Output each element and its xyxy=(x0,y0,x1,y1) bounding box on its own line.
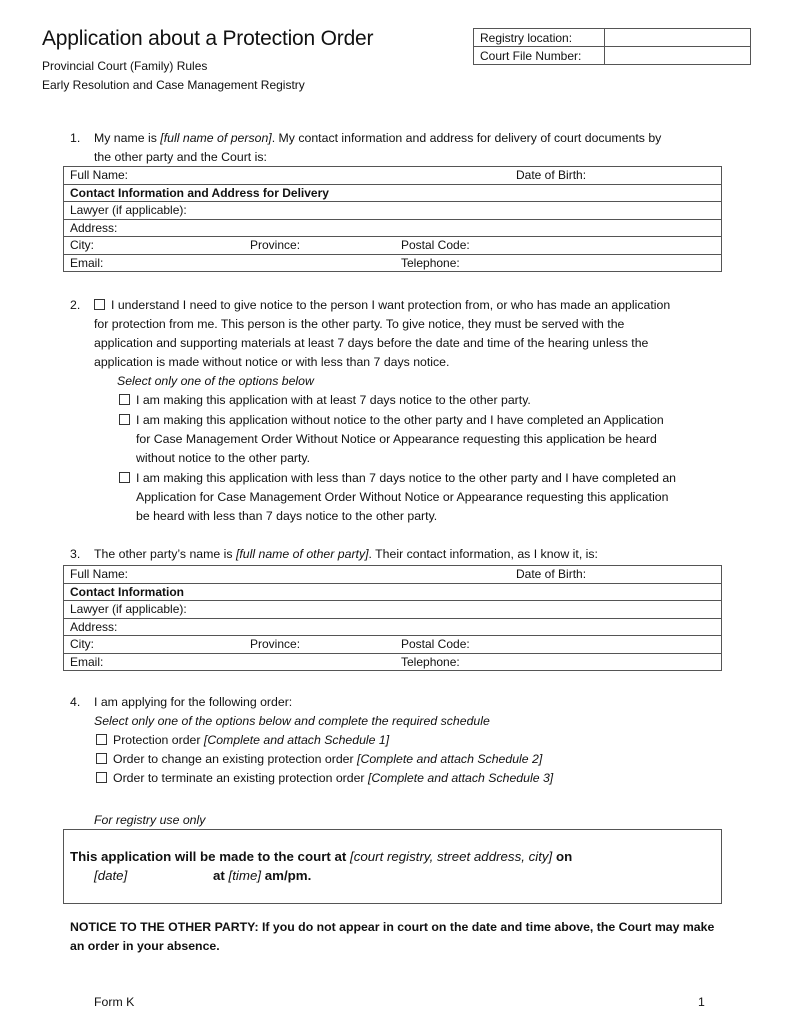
telephone-label: Telephone: xyxy=(401,255,460,270)
notice-option-2-text-2: for Case Management Order Without Notice or Appearance requesting this application be heard xyxy=(136,432,657,446)
section-3-text xyxy=(94,545,598,564)
order-option-terminate[interactable] xyxy=(94,769,553,788)
section-1-text-b: . My contact information and address for delivery of court documents by xyxy=(271,131,662,145)
hearing-text-b: on xyxy=(552,849,573,864)
other-party-contact-table xyxy=(63,565,722,671)
section-2-instruction: Select only one of the options below xyxy=(117,374,314,388)
section-2 xyxy=(94,296,670,372)
address-row[interactable]: Address: xyxy=(64,219,722,237)
notice-option-2-text-1: I am making this application without notice to the other party and I have completed an Application xyxy=(136,413,664,427)
other-party-name-placeholder[interactable]: [full name of other party] xyxy=(235,547,369,561)
form-label: Form K xyxy=(94,995,135,1009)
other-province-label: Province: xyxy=(250,637,301,652)
city-label: City: xyxy=(70,238,94,253)
full-name-row[interactable] xyxy=(64,167,722,185)
notice-option-2-checkbox[interactable] xyxy=(119,414,130,425)
other-address-row[interactable]: Address: xyxy=(64,618,722,636)
section-4-text: I am applying for the following order: xyxy=(94,695,293,709)
other-email-label: Email: xyxy=(70,654,104,669)
order-option-protection-checkbox[interactable] xyxy=(96,734,107,745)
notice-option-1[interactable] xyxy=(119,391,531,410)
full-name-placeholder[interactable]: [full name of person] xyxy=(160,131,272,145)
registry-use-label: For registry use only xyxy=(94,813,206,827)
section-3-text-a: The other party’s name is xyxy=(94,547,236,561)
hearing-text-a: This application will be made to the court at xyxy=(70,849,351,864)
other-full-name-label: Full Name: xyxy=(70,567,129,582)
notice-option-3[interactable] xyxy=(119,469,676,526)
other-city-label: City: xyxy=(70,637,94,652)
time-placeholder[interactable]: [time] xyxy=(228,868,262,883)
court-file-number-field[interactable] xyxy=(605,47,751,65)
email-row[interactable] xyxy=(64,254,722,272)
notice-option-1-text: I am making this application with at least 7 days notice to the other party. xyxy=(136,393,531,407)
page-number: 1 xyxy=(698,995,705,1009)
order-option-terminate-checkbox[interactable] xyxy=(96,772,107,783)
court-location-placeholder[interactable]: [court registry, street address, city] xyxy=(350,849,553,864)
hearing-text-d: am/pm. xyxy=(261,868,312,883)
full-name-label: Full Name: xyxy=(70,168,129,183)
section-1-text-c: the other party and the Court is: xyxy=(94,150,267,164)
province-label: Province: xyxy=(250,238,301,253)
order-option-change[interactable] xyxy=(94,750,553,769)
order-option-protection-label: Protection order xyxy=(113,733,204,747)
other-telephone-label: Telephone: xyxy=(401,654,460,669)
section-2-line-4: application is made without notice or with less than 7 days notice. xyxy=(94,355,450,369)
section-4-number: 4. xyxy=(70,695,81,709)
other-contact-heading: Contact Information xyxy=(64,583,722,601)
page-title: Application about a Protection Order xyxy=(42,27,374,50)
section-1-text-a: My name is xyxy=(94,131,161,145)
order-option-protection-note: [Complete and attach Schedule 1] xyxy=(203,733,390,747)
notice-option-3-text-1: I am making this application with less than 7 days notice to the other party and I have completed an xyxy=(136,471,677,485)
lawyer-row[interactable]: Lawyer (if applicable): xyxy=(64,202,722,220)
city-row[interactable] xyxy=(64,237,722,255)
section-1-number: 1. xyxy=(70,131,81,145)
notice-to-other-party xyxy=(70,918,714,956)
section-4-instruction: Select only one of the options below and complete the required schedule xyxy=(94,714,490,728)
notice-option-3-checkbox[interactable] xyxy=(119,472,130,483)
understand-notice-checkbox[interactable] xyxy=(94,299,105,310)
section-2-line-2: for protection from me. This person is the other party. To give notice, they must be served with the xyxy=(94,317,625,331)
other-email-row[interactable] xyxy=(64,653,722,671)
other-city-row[interactable] xyxy=(64,636,722,654)
date-placeholder[interactable]: [date] xyxy=(94,868,128,883)
email-label: Email: xyxy=(70,255,104,270)
section-3-number: 3. xyxy=(70,547,81,561)
registry-location-label: Registry location: xyxy=(474,29,605,47)
other-postal-code-label: Postal Code: xyxy=(401,637,470,652)
notice-option-2[interactable] xyxy=(119,411,664,468)
section-2-line-3: application and supporting materials at least 7 days before the date and time of the hearing unless the xyxy=(94,336,649,350)
court-file-number-label: Court File Number: xyxy=(474,47,605,65)
section-3-text-b: . Their contact information, as I know it, is: xyxy=(368,547,598,561)
notice-option-1-checkbox[interactable] xyxy=(119,394,130,405)
order-option-protection[interactable] xyxy=(94,731,553,750)
other-date-of-birth-label: Date of Birth: xyxy=(516,567,587,582)
registry-location-field[interactable] xyxy=(605,29,751,47)
section-1-text xyxy=(94,129,661,167)
order-option-terminate-label: Order to terminate an existing protection order xyxy=(113,771,368,785)
section-4 xyxy=(94,693,553,788)
order-option-terminate-note: [Complete and attach Schedule 3] xyxy=(367,771,554,785)
order-option-change-label: Order to change an existing protection order xyxy=(113,752,358,766)
contact-heading: Contact Information and Address for Delivery xyxy=(64,184,722,202)
order-option-change-checkbox[interactable] xyxy=(96,753,107,764)
notice-option-3-text-2: Application for Case Management Order Without Notice or Appearance requesting this application xyxy=(136,490,669,504)
notice-option-3-text-3: be heard with less than 7 days notice to the other party. xyxy=(136,509,438,523)
section-1 xyxy=(70,129,80,148)
rules-subtitle: Provincial Court (Family) Rules xyxy=(42,59,208,73)
notice-line-2: an order in your absence. xyxy=(70,939,220,953)
section-2-line-1: I understand I need to give notice to the person I want protection from, or who has made an application xyxy=(111,298,671,312)
other-full-name-row[interactable] xyxy=(64,566,722,584)
notice-heading: NOTICE TO THE OTHER PARTY: xyxy=(70,920,259,934)
notice-option-2-text-3: without notice to the other party. xyxy=(136,451,311,465)
section-2-number: 2. xyxy=(70,298,81,312)
order-option-change-note: [Complete and attach Schedule 2] xyxy=(357,752,543,766)
registry-info-box xyxy=(473,28,751,65)
hearing-details xyxy=(70,847,572,885)
postal-code-label: Postal Code: xyxy=(401,238,470,253)
applicant-contact-table xyxy=(63,166,722,272)
date-of-birth-label: Date of Birth: xyxy=(516,168,587,183)
registry-use-box xyxy=(63,829,722,904)
notice-line-1: If you do not appear in court on the date and time above, the Court may make xyxy=(258,920,715,934)
hearing-text-c: at xyxy=(213,868,229,883)
other-lawyer-row[interactable]: Lawyer (if applicable): xyxy=(64,601,722,619)
registry-subtitle: Early Resolution and Case Management Registry xyxy=(42,78,305,92)
